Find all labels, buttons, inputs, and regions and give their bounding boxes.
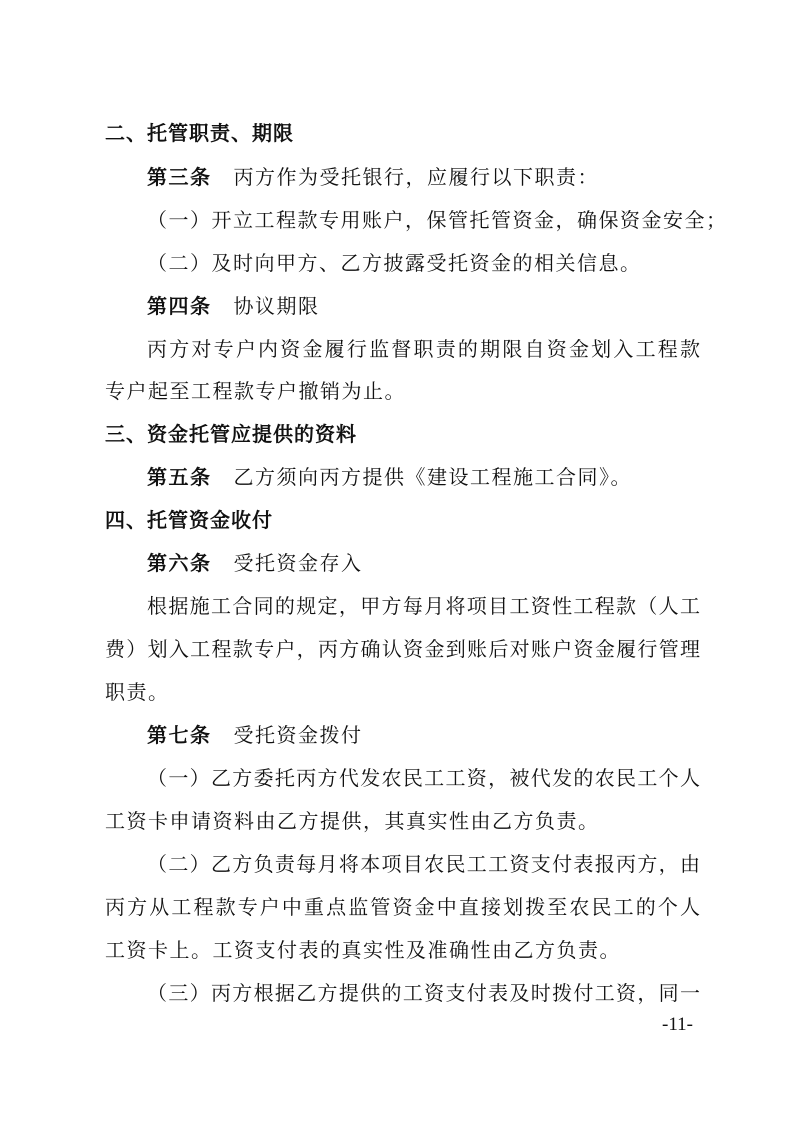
article-7: [105, 720, 700, 750]
article-7-label: 第七条: [147, 723, 212, 747]
article-3-text: 丙方作为受托银行，应履行以下职责：: [233, 165, 599, 189]
section-heading-3: 三、资金托管应提供的资料: [105, 422, 357, 446]
article-3-label: 第三条: [147, 165, 212, 189]
article-3-item-1: （一）开立工程款专用账户，保管托管资金，确保资金安全；: [147, 208, 728, 232]
article-5: [105, 462, 700, 492]
article-7-item-3-line-1: （三）丙方根据乙方提供的工资支付表及时拨付工资，同一: [147, 981, 700, 1005]
article-6-body-line-2: 费）划入工程款专户，丙方确认资金到账后对账户资金履行管理: [105, 637, 700, 661]
article-4: [105, 291, 700, 321]
section-heading-2: 二、托管职责、期限: [105, 121, 294, 145]
article-3: [105, 162, 700, 192]
article-5-text: 乙方须向丙方提供《建设工程施工合同》。: [233, 465, 632, 489]
article-4-label: 第四条: [147, 294, 212, 318]
article-7-item-2-line-3: 工资卡上。工资支付表的真实性及准确性由乙方负责。: [105, 938, 621, 962]
article-3-item-2: （二）及时向甲方、乙方披露受托资金的相关信息。: [147, 251, 642, 275]
article-6-body-line-3: 职责。: [105, 680, 170, 704]
article-7-item-2-line-1: （二）乙方负责每月将本项目农民工工资支付表报丙方，由: [147, 852, 700, 876]
page-number: -11-: [662, 1014, 693, 1035]
article-7-item-2-line-2: 丙方从工程款专户中重点监管资金中直接划拨至农民工的个人: [105, 895, 700, 919]
article-6-text: 受托资金存入: [233, 551, 363, 575]
article-4-body-line-2: 专户起至工程款专户撤销为止。: [105, 379, 406, 403]
article-6: [105, 548, 700, 578]
article-4-text: 协议期限: [233, 294, 320, 318]
article-6-label: 第六条: [147, 551, 212, 575]
article-7-text: 受托资金拨付: [233, 723, 363, 747]
article-7-item-1-line-2: 工资卡申请资料由乙方提供，其真实性由乙方负责。: [105, 809, 600, 833]
article-7-item-1-line-1: （一）乙方委托丙方代发农民工工资，被代发的农民工个人: [147, 766, 700, 790]
section-heading-4: 四、托管资金收付: [105, 508, 273, 532]
article-4-body-line-1: 丙方对专户内资金履行监督职责的期限自资金划入工程款: [147, 337, 700, 361]
article-5-label: 第五条: [147, 465, 212, 489]
article-6-body-line-1: 根据施工合同的规定，甲方每月将项目工资性工程款（人工: [147, 594, 700, 618]
